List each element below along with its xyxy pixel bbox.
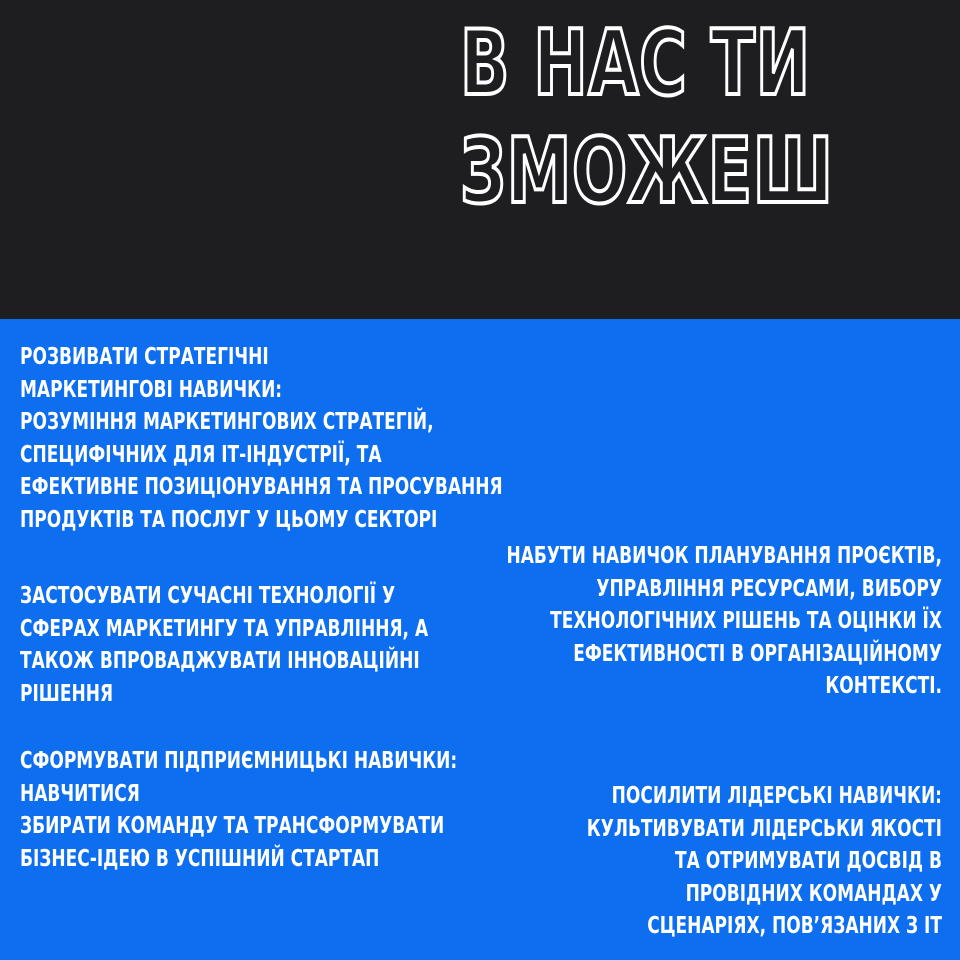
skill-leadership: ПОСИЛИТИ ЛІДЕРСЬКІ НАВИЧКИ: КУЛЬТИВУВАТИ ЛІДЕРСЬКИ ЯКОСТІ ТА ОТРИМУВАТИ ДОСВІД В ПРОВІДНИХ КОМАНДАХ У СЦЕНАРІЯХ, ПОВ’ЯЗАНИХ З ІТ — [586, 783, 942, 939]
skill-modern-technology: ЗАСТОСУВАТИ СУЧАСНІ ТЕХНОЛОГІЇ У СФЕРАХ МАРКЕТИНГУ ТА УПРАВЛІННЯ, А ТАКОЖ ВПРОВАДЖУВАТИ ІННОВАЦІЙНІ РІШЕННЯ — [20, 583, 429, 707]
skill-project-planning: НАБУТИ НАВИЧОК ПЛАНУВАННЯ ПРОЄКТІВ, УПРАВЛІННЯ РЕСУРСАМИ, ВИБОРУ ТЕХНОЛОГІЧНИХ РІШЕНЬ ТА ОЦІНКИ ЇХ ЕФЕКТИВНОСТІ В ОРГАНІЗАЦІЙНОМУ КОНТЕКСТІ. — [506, 543, 942, 699]
headline-line-1: В НАС ТИ — [460, 11, 811, 116]
header-band — [0, 0, 960, 319]
headline — [460, 10, 834, 226]
headline-line-2: ЗМОЖЕШ — [460, 119, 834, 224]
skill-entrepreneurship: СФОРМУВАТИ ПІДПРИЄМНИЦЬКІ НАВИЧКИ: НАВЧИТИСЯ ЗБИРАТИ КОМАНДУ ТА ТРАНСФОРМУВАТИ БІЗНЕС-ІДЕЮ В УСПІШНИЙ СТАРТАП — [20, 748, 458, 872]
skill-marketing-strategy: РОЗВИВАТИ СТРАТЕГІЧНІ МАРКЕТИНГОВІ НАВИЧКИ: РОЗУМІННЯ МАРКЕТИНГОВИХ СТРАТЕГІЙ, СПЕЦИФІЧНИХ ДЛЯ ІТ-ІНДУСТРІЇ, ТА ЕФЕКТИВНЕ ПОЗИЦІОНУВАННЯ ТА ПРОСУВАННЯ ПРОДУКТІВ ТА ПОСЛУГ У ЦЬОМУ СЕКТОРІ — [20, 344, 503, 533]
